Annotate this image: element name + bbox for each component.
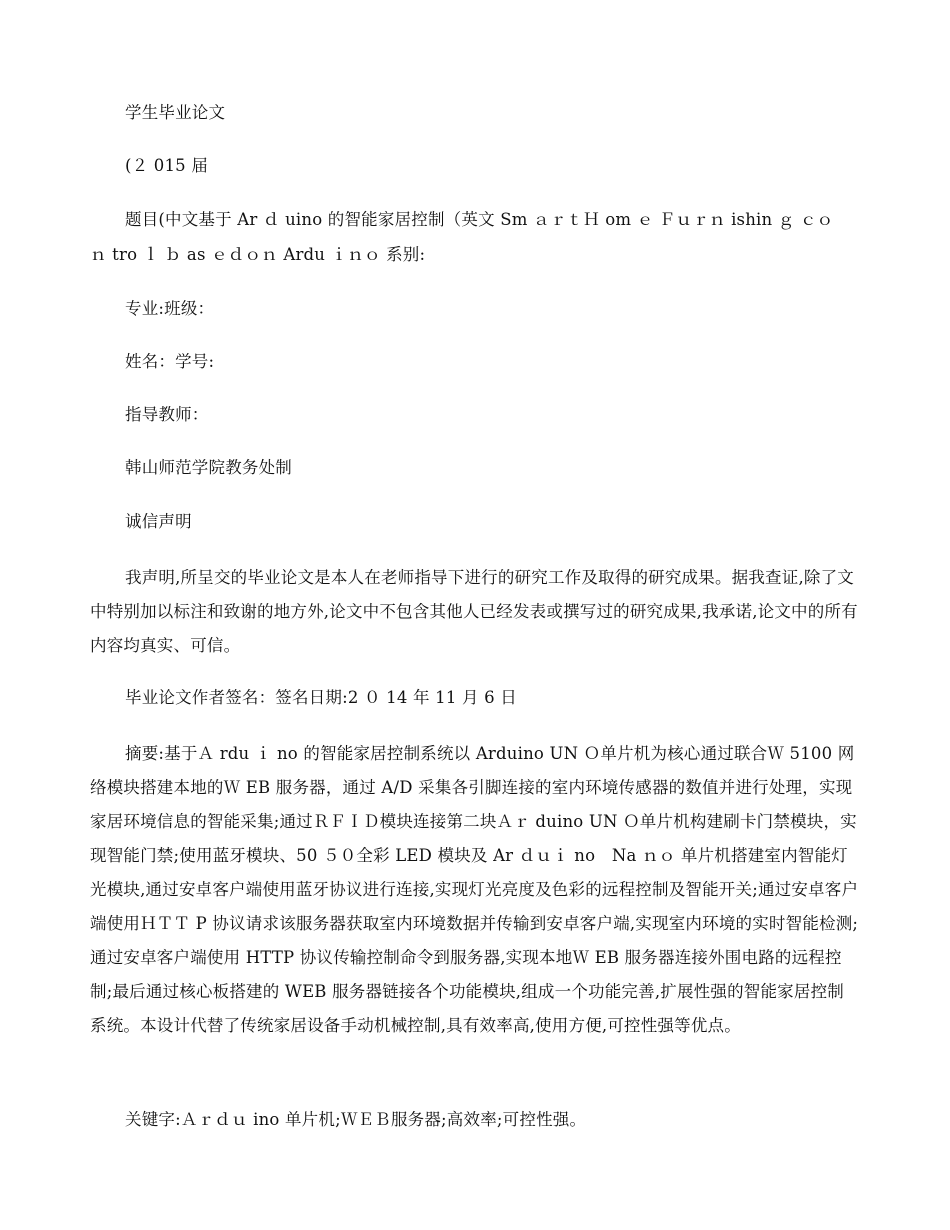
advisor-field: 指导教师：: [125, 405, 209, 424]
issuer-line: 韩山师范学院教务处制: [125, 458, 292, 477]
abstract-paragraph: 摘要:基于Ａ rdu ｉ no 的智能家居控制系统以 Arduino UN Ｏ单片机为核心通过联合Ｗ 5100 网络模块搭建本地的Ｗ EB 服务器，通过 A/D 采集各引脚连接的室内环境传感器的数值并进行处理，实现家居环境信息的智能采集;通过ＲＦＩＤ模块连接第二块Ａｒ duino UN Ｏ单片机构建刷卡门禁模块，实现智能门禁;使用蓝牙模块、50 ５０全彩 LED 模块及 Ar ｄｕｉ no Na ｎｏ 单片机搭建室内智能灯光模块,通过安卓客户端使用蓝牙协议进行连接,实现灯光亮度及色彩的远程控制及智能开关;通过安卓客户端使用ＨＴＴ P 协议请求该服务器获取室内环境数据并传输到安卓客户端,实现室内环境的实时智能检测;通过安卓客户端使用 HTTP 协议传输控制命令到服务器,实现本地Ｗ EB 服务器连接外围电路的远程控制;最后通过核心板搭建的 WEB 服务器链接各个功能模块,组成一个功能完善,扩展性强的智能家居控制系统。本设计代替了传统家居设备手动机械控制,具有效率高,使用方便,可控性强等优点。: [90, 744, 859, 1035]
signature-line: 毕业论文作者签名：签名日期:2 ０ 14 年 11 月 6 日: [125, 688, 517, 707]
name-id-field: 姓名：学号:: [125, 352, 215, 371]
thesis-label: 学生毕业论文: [125, 103, 226, 122]
graduation-year: (２ 015 届: [125, 156, 209, 175]
major-class-field: 专业:班级：: [125, 299, 215, 318]
keywords-line: 关键字:Ａｒｄｕ ino 单片机;ＷＥＢ服务器;高效率;可控性强。: [125, 1110, 587, 1129]
integrity-heading: 诚信声明: [125, 512, 192, 531]
thesis-title-line-1: 题目(中文基于 Ar ｄ uino 的智能家居控制（英文 Sm ａｒｔＨ om ｅ Ｆｕｒｎ ishin ｇ ｃｏ: [125, 210, 834, 229]
thesis-title-line-2: ｎ tro ｌ ｂ as ｅｄｏｎ Ardu ｉｎｏ 系别:: [90, 245, 426, 264]
integrity-declaration: 我声明,所呈交的毕业论文是本人在老师指导下进行的研究工作及取得的研究成果。据我查证,除了文中特别加以标注和致谢的地方外,论文中不包含其他人已经发表或撰写过的研究成果,我承诺,论文中的所有内容均真实、可信。: [90, 568, 858, 655]
